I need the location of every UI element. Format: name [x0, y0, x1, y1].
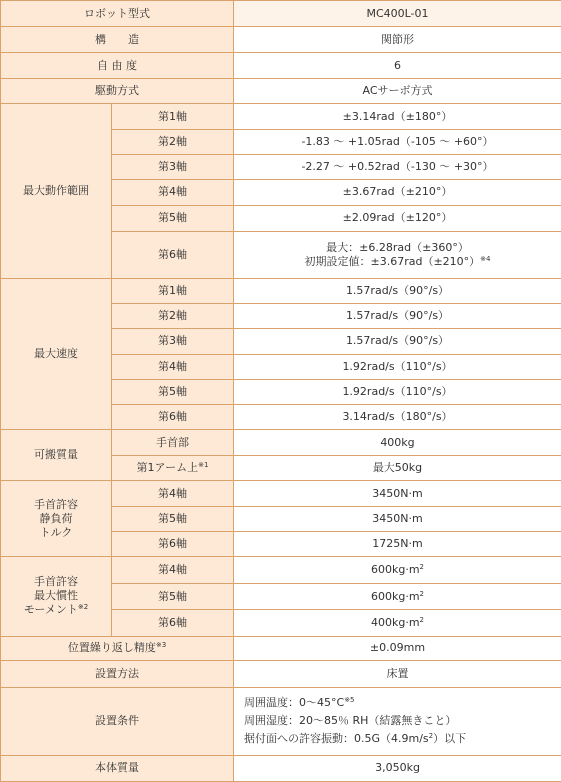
torque-value-6: 1725N·m: [234, 532, 561, 557]
row-installation: [1, 660, 561, 687]
row-model: [1, 1, 561, 27]
speed-axis-1: 第1軸: [112, 278, 234, 303]
payload-part-arm: [112, 456, 234, 481]
speed-axis-2: 第2軸: [112, 303, 234, 328]
inertia-value-6: [234, 610, 561, 636]
dof-label: 自 由 度: [1, 53, 234, 79]
speed-value-3: 1.57rad/s（90°/s）: [234, 328, 561, 354]
inertia-row: [1, 557, 561, 584]
row-mass: [1, 755, 561, 781]
range-value-6-line2-text: 初期設定値：±3.67rad（±210°）: [304, 254, 481, 268]
exponent: 2: [419, 616, 425, 625]
drive-value: ACサーボ方式: [234, 79, 561, 104]
payload-label: 可搬質量: [1, 430, 112, 481]
model-value: MC400L-01: [234, 1, 561, 27]
note-ref: ※2: [77, 603, 89, 612]
inertia-value-4-text: 600kg·m: [370, 563, 420, 577]
range-axis-6: 第6軸: [112, 231, 234, 278]
conditions-line2: 周囲湿度：20～85％ RH（結露無きこと）: [244, 714, 457, 728]
conditions-line1-text: 周囲温度：0～45°C: [244, 696, 345, 710]
range-value-3: -2.27 ～ +0.52rad（-130 ～ +30°）: [234, 155, 561, 180]
range-label: 最大動作範囲: [1, 104, 112, 278]
speed-axis-3: 第3軸: [112, 328, 234, 354]
inertia-axis-6: 第6軸: [112, 610, 234, 636]
inertia-label-line2: 最大慣性: [34, 589, 78, 603]
conditions-line3-post: ）以下: [433, 732, 467, 746]
torque-label-line1: 手首許容: [34, 497, 78, 511]
payload-part-wrist: 手首部: [112, 430, 234, 456]
row-repeatability: [1, 636, 561, 660]
drive-label: 駆動方式: [1, 79, 234, 104]
speed-axis-4: 第4軸: [112, 354, 234, 379]
inertia-label-line3: [5, 603, 107, 617]
range-axis-5: 第5軸: [112, 205, 234, 231]
speed-value-2: 1.57rad/s（90°/s）: [234, 303, 561, 328]
torque-axis-6: 第6軸: [112, 532, 234, 557]
range-value-6-line2: [238, 255, 557, 269]
inertia-value-5: [234, 584, 561, 610]
range-axis-3: 第3軸: [112, 155, 234, 180]
mass-label: 本体質量: [1, 755, 234, 781]
conditions-line3: [244, 732, 557, 746]
note-ref: ※5: [344, 696, 355, 705]
range-row: [1, 104, 561, 130]
installation-value: 床置: [234, 660, 561, 687]
inertia-value-5-text: 600kg·m: [370, 589, 420, 603]
inertia-value-4: [234, 557, 561, 584]
conditions-line1: [244, 696, 557, 710]
inertia-axis-5: 第5軸: [112, 584, 234, 610]
repeatability-label-text: 位置繰り返し精度: [67, 641, 156, 655]
note-ref: ※3: [155, 641, 167, 650]
speed-value-1: 1.57rad/s（90°/s）: [234, 278, 561, 303]
payload-value-arm: 最大50kg: [234, 456, 561, 481]
speed-axis-5: 第5軸: [112, 379, 234, 404]
exponent: 2: [419, 589, 425, 598]
repeatability-label: [1, 636, 234, 660]
torque-axis-4: 第4軸: [112, 481, 234, 507]
payload-part-arm-text: 第1アーム上: [136, 461, 199, 475]
repeatability-value: ±0.09mm: [234, 636, 561, 660]
structure-value: 関節形: [234, 27, 561, 53]
conditions-line3-pre: 据付面への許容振動：0.5G（4.9m/s: [244, 732, 429, 746]
torque-label: [1, 481, 112, 557]
range-value-6-line1: 最大：±6.28rad（±360°）: [326, 240, 469, 254]
torque-label-line3: トルク: [39, 525, 73, 539]
conditions-label: 設置条件: [1, 687, 234, 755]
inertia-label-line1: 手首許容: [34, 575, 78, 589]
torque-label-line2: 静負荷: [39, 511, 73, 525]
row-structure: [1, 27, 561, 53]
structure-label: 構 造: [1, 27, 234, 53]
inertia-label-line3-text: モーメント: [23, 603, 78, 617]
row-conditions: [1, 687, 561, 755]
range-value-1: ±3.14rad（±180°）: [234, 104, 561, 130]
range-axis-4: 第4軸: [112, 180, 234, 205]
speed-value-6: 3.14rad/s（180°/s）: [234, 404, 561, 429]
range-axis-1: 第1軸: [112, 104, 234, 130]
inertia-label: [1, 557, 112, 636]
speed-value-4: 1.92rad/s（110°/s）: [234, 354, 561, 379]
speed-axis-6: 第6軸: [112, 404, 234, 429]
row-drive: [1, 79, 561, 104]
range-value-2: -1.83 ～ +1.05rad（-105 ～ +60°）: [234, 130, 561, 155]
model-label: ロボット型式: [1, 1, 234, 27]
speed-value-5: 1.92rad/s（110°/s）: [234, 379, 561, 404]
inertia-axis-4: 第4軸: [112, 557, 234, 584]
range-value-6: [234, 231, 561, 278]
inertia-value-6-text: 400kg·m: [370, 616, 420, 630]
note-ref: ※4: [480, 254, 491, 263]
speed-label: 最大速度: [1, 278, 112, 429]
conditions-value: [234, 687, 561, 755]
installation-label: 設置方法: [1, 660, 234, 687]
torque-value-4: 3450N·m: [234, 481, 561, 507]
note-ref: ※1: [198, 461, 209, 470]
payload-value-wrist: 400kg: [234, 430, 561, 456]
mass-value: 3,050kg: [234, 755, 561, 781]
speed-row: [1, 278, 561, 303]
torque-row: [1, 481, 561, 507]
torque-value-5: 3450N·m: [234, 507, 561, 532]
range-axis-2: 第2軸: [112, 130, 234, 155]
exponent: 2: [428, 732, 434, 741]
row-dof: [1, 53, 561, 79]
payload-row: [1, 430, 561, 456]
range-value-5: ±2.09rad（±120°）: [234, 205, 561, 231]
torque-axis-5: 第5軸: [112, 507, 234, 532]
range-value-4: ±3.67rad（±210°）: [234, 180, 561, 205]
exponent: 2: [419, 563, 425, 572]
dof-value: 6: [234, 53, 561, 79]
